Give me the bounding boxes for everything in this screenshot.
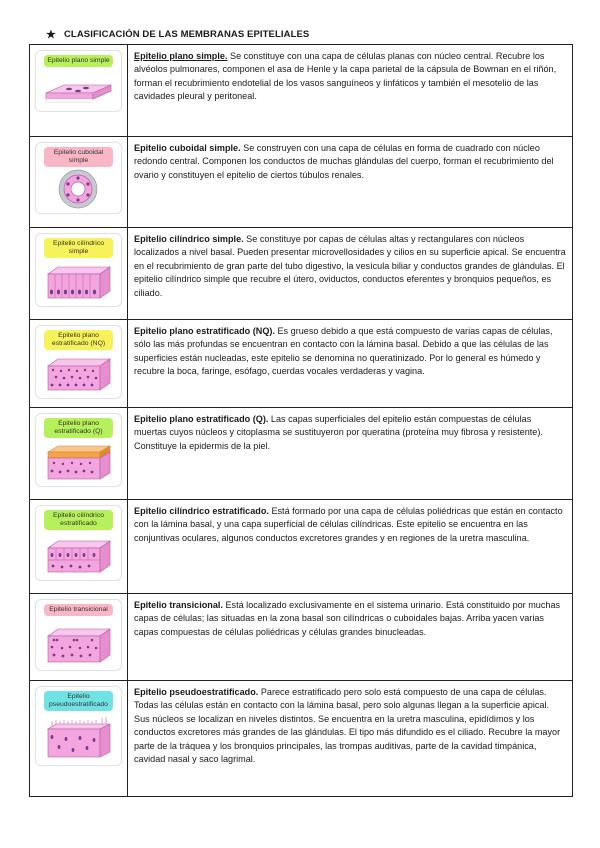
illustration-label: Epitelio plano simple: [44, 55, 113, 67]
image-cell: [30, 594, 128, 681]
description-cell: [128, 137, 573, 228]
stratified-columnar-icon: [44, 538, 113, 576]
illustration-label: Epitelio cuboidal simple: [44, 147, 113, 167]
table-row: [30, 681, 573, 797]
image-cell: [30, 45, 128, 137]
illustration-card: [35, 686, 122, 766]
illustration-card: [35, 142, 122, 214]
table-row: [30, 594, 573, 681]
illustration-label: Epitelio plano estratificado (Q): [44, 418, 113, 438]
epithelium-name: Epitelio plano estratificado (Q).: [134, 414, 269, 424]
illustration-label: Epitelio pseudoestratificado: [44, 691, 113, 711]
description-cell: [128, 594, 573, 681]
description-cell: [128, 681, 573, 797]
section-heading: [46, 28, 309, 41]
epithelium-name: Epitelio cilíndrico simple.: [134, 234, 244, 244]
epithelium-table: [29, 44, 573, 797]
illustration-label: Epitelio cilíndrico estratificado: [44, 510, 113, 530]
illustration-label: Epitelio cilíndrico simple: [44, 238, 113, 258]
pseudostratified-icon: [44, 717, 113, 761]
epithelium-description: Está localizado exclusivamente en el sistema urinario. Está constituido por muchas capas de células; las situadas en la zona basal son cilíndricas o cuboidales bajas. Arriba yacen varias capas compuestas de células poliédricas y células grandes binucleadas.: [134, 600, 561, 637]
simple-columnar-icon: [44, 264, 113, 302]
simple-cuboidal-icon: [44, 167, 113, 209]
epithelium-description: Se constituye por capas de células altas y rectangulares con núcleos localizados a nivel basal. Pueden presentar microvellosidades y cilios en su superficie apical. Se encuentra en el recubrimiento de gran parte del tubo digestivo, la vesícula biliar y conductos grandes de glándulas. El epitelio cilíndrico simple que recubre el útero, oviductos, conductos eferentes y bronquios pequeños, es ciliado.: [134, 234, 566, 298]
transitional-icon: [44, 626, 113, 666]
illustration-card: [35, 413, 122, 487]
illustration-card: [35, 599, 122, 671]
table-row: [30, 137, 573, 228]
epithelium-name: Epitelio transicional.: [134, 600, 223, 610]
image-cell: [30, 228, 128, 320]
description-cell: [128, 320, 573, 408]
stratified-squamous-nk-icon: [44, 356, 113, 394]
epithelium-name: Epitelio cuboidal simple.: [134, 143, 241, 153]
epithelium-description: Se construyen con una capa de células en forma de cuadrado con núcleo redondo central. Componen los conductos de muchas glándulas del cuerpo, forman el recubrimiento del ovario y constituyen el epitelio de ciertos túbulos renales.: [134, 143, 554, 180]
illustration-label: Epitelio transicional: [44, 604, 113, 616]
image-cell: [30, 500, 128, 594]
epithelium-description: Es grueso debido a que está compuesto de varias capas de células, sólo las más profundas se encuentran en contacto con la lámina basal. Debido a que las células de las superficies están nucleadas, este epitelio se denomina no queratinizado. Por lo general es húmedo y recubre la boca, faringe, esófago, cuerdas vocales verdaderas y vagina.: [134, 326, 553, 377]
epithelium-name: Epitelio plano simple.: [134, 51, 228, 61]
epithelium-name: Epitelio plano estratificado (NQ).: [134, 326, 275, 336]
star-icon: ★: [46, 29, 56, 41]
table-row: [30, 500, 573, 594]
epithelium-name: Epitelio cilíndrico estratificado.: [134, 506, 269, 516]
image-cell: [30, 681, 128, 797]
epithelium-description: Las capas superficiales del epitelio están compuestas de células muertas cuyos núcleos y citoplasma se sustituyeron por queratina (proteína muy fibrosa y resistente). Constituye la epidermis de la piel.: [134, 414, 543, 451]
table-row: [30, 45, 573, 137]
illustration-card: [35, 325, 122, 399]
epithelium-description: Parece estratificado pero solo está compuesto de una capa de células. Todas las células están en contacto con la lámina basal, pero solo algunas llegan a la superficie apical. Sus núcleos se localizan en niveles distintos. Se encuentra en la uretra masculina, epidídimos y los conductos excretores más grandes de las glándulas. El tipo más difundido es el ciliado. Recubre la mayor parte de la tráquea y los bronquios principales, las trompas auditivas, parte de la cavidad timpánica, cavidad nasal y saco lagrimal.: [134, 687, 561, 765]
illustration-card: [35, 505, 122, 581]
table-row: [30, 228, 573, 320]
description-cell: [128, 408, 573, 500]
illustration-card: [35, 233, 122, 307]
stratified-squamous-k-icon: [44, 444, 113, 482]
description-cell: [128, 500, 573, 594]
illustration-label: Epitelio plano estratificado (NQ): [44, 330, 113, 350]
image-cell: [30, 320, 128, 408]
image-cell: [30, 408, 128, 500]
epithelium-description: Está formado por una capa de células poliédricas que están en contacto con la lámina basal, y una capa superficial de células cilíndricas. Este epitelio se encuentra en las conjuntivas oculares, algunos conductos excretores grandes y en regiones de la uretra masculina.: [134, 506, 563, 543]
table-row: [30, 320, 573, 408]
table-row: [30, 408, 573, 500]
image-cell: [30, 137, 128, 228]
simple-squamous-icon: [44, 79, 113, 107]
description-cell: [128, 228, 573, 320]
illustration-card: [35, 50, 122, 112]
page-title: CLASIFICACIÓN DE LAS MEMBRANAS EPITELIALES: [63, 29, 310, 40]
description-cell: [128, 45, 573, 137]
epithelium-description: Se constituye con una capa de células planas con núcleo central. Recubre los alvéolos pulmonares, componen el asa de Henle y la capa parietal de la cápsula de Bowman en el riñón, forman el recubrimiento endotelial de los vasos sanguíneos y linfáticos y también el mesotelio de las cavidades pleural y peritoneal.: [134, 51, 557, 102]
epithelium-name: Epitelio pseudoestratificado.: [134, 687, 259, 697]
